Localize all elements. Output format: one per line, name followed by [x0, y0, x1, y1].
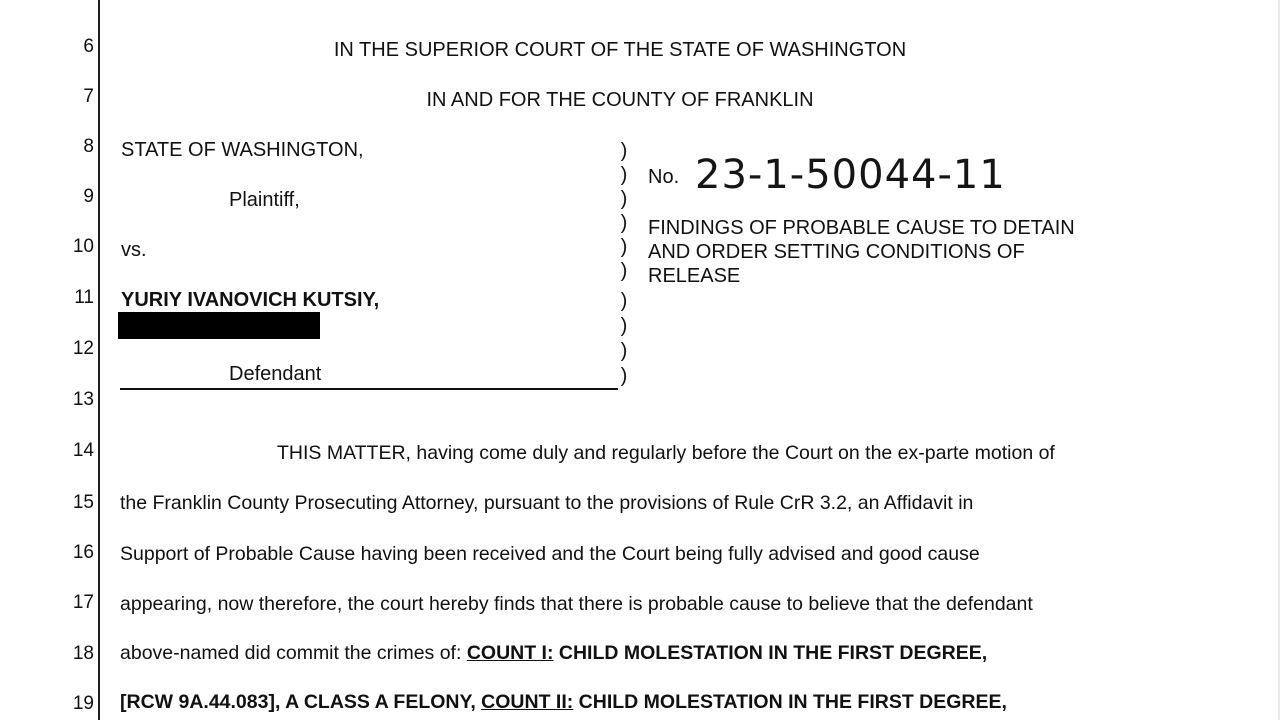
caption-paren: )	[620, 140, 628, 162]
document-title	[648, 216, 1075, 288]
body-line-18	[120, 642, 987, 665]
caption-paren: )	[620, 164, 628, 186]
caption-paren: )	[620, 340, 628, 362]
caption-paren: )	[620, 212, 628, 234]
caption-paren: )	[620, 315, 628, 337]
line-number: 11	[74, 287, 94, 308]
caption-paren: )	[620, 188, 628, 210]
caption-paren: )	[620, 290, 628, 312]
body-line-14: THIS MATTER, having come duly and regularly before the Court on the ex-parte motion of	[277, 442, 1055, 464]
line-number: 19	[72, 693, 94, 714]
caption-underline	[120, 388, 618, 390]
left-margin-rule	[98, 0, 100, 720]
body-line-18-text: above-named did commit the crimes of:	[120, 642, 467, 664]
count-one-charge: CHILD MOLESTATION IN THE FIRST DEGREE,	[553, 642, 988, 664]
count-two-charge: CHILD MOLESTATION IN THE FIRST DEGREE,	[573, 691, 1007, 713]
line-number: 10	[72, 236, 94, 257]
plaintiff-role: Plaintiff,	[229, 189, 300, 211]
plaintiff-name: STATE OF WASHINGTON,	[121, 139, 364, 161]
body-line-19	[120, 691, 1007, 714]
caption-paren: )	[620, 260, 628, 282]
line-number: 15	[72, 492, 94, 513]
line-number: 9	[83, 186, 94, 207]
count-one-label: COUNT I:	[466, 642, 554, 664]
line-number: 17	[72, 592, 94, 613]
line-number: 14	[72, 440, 94, 461]
defendant-name: YURIY IVANOVICH KUTSIY,	[121, 289, 380, 311]
line-number: 16	[72, 542, 94, 563]
document-title-line1: FINDINGS OF PROBABLE CAUSE TO DETAIN	[648, 217, 1075, 239]
caption-paren: )	[620, 236, 628, 258]
defendant-role: Defendant	[229, 363, 322, 385]
body-line-17: appearing, now therefore, the court hereby finds that there is probable cause to believe that the defendant	[120, 593, 1033, 615]
body-line-19-text: [RCW 9A.44.083], A CLASS A FELONY,	[120, 691, 482, 713]
body-line-15: the Franklin County Prosecuting Attorney, pursuant to the provisions of Rule CrR 3.2, an Affidavit in	[120, 492, 974, 514]
line-number: 8	[83, 136, 94, 157]
line-number: 6	[83, 36, 94, 57]
court-name-line2: IN AND FOR THE COUNTY OF FRANKLIN	[426, 89, 814, 111]
document-title-line2: AND ORDER SETTING CONDITIONS OF	[648, 241, 1025, 263]
document-title-line3: RELEASE	[648, 265, 741, 287]
count-two-label: COUNT II:	[481, 691, 574, 713]
caption-paren: )	[620, 365, 628, 387]
body-line-16: Support of Probable Cause having been received and the Court being fully advised and good cause	[120, 543, 980, 565]
redaction-bar	[118, 312, 320, 339]
line-number: 13	[72, 389, 94, 410]
court-name-line1: IN THE SUPERIOR COURT OF THE STATE OF WASHINGTON	[333, 39, 907, 61]
versus-label: vs.	[121, 239, 147, 261]
line-number: 18	[72, 643, 94, 664]
line-number: 12	[72, 338, 94, 359]
line-number: 7	[83, 86, 94, 107]
case-number-handwritten: 23-1-50044-11	[695, 152, 1006, 198]
case-number-label: No.	[648, 166, 680, 188]
